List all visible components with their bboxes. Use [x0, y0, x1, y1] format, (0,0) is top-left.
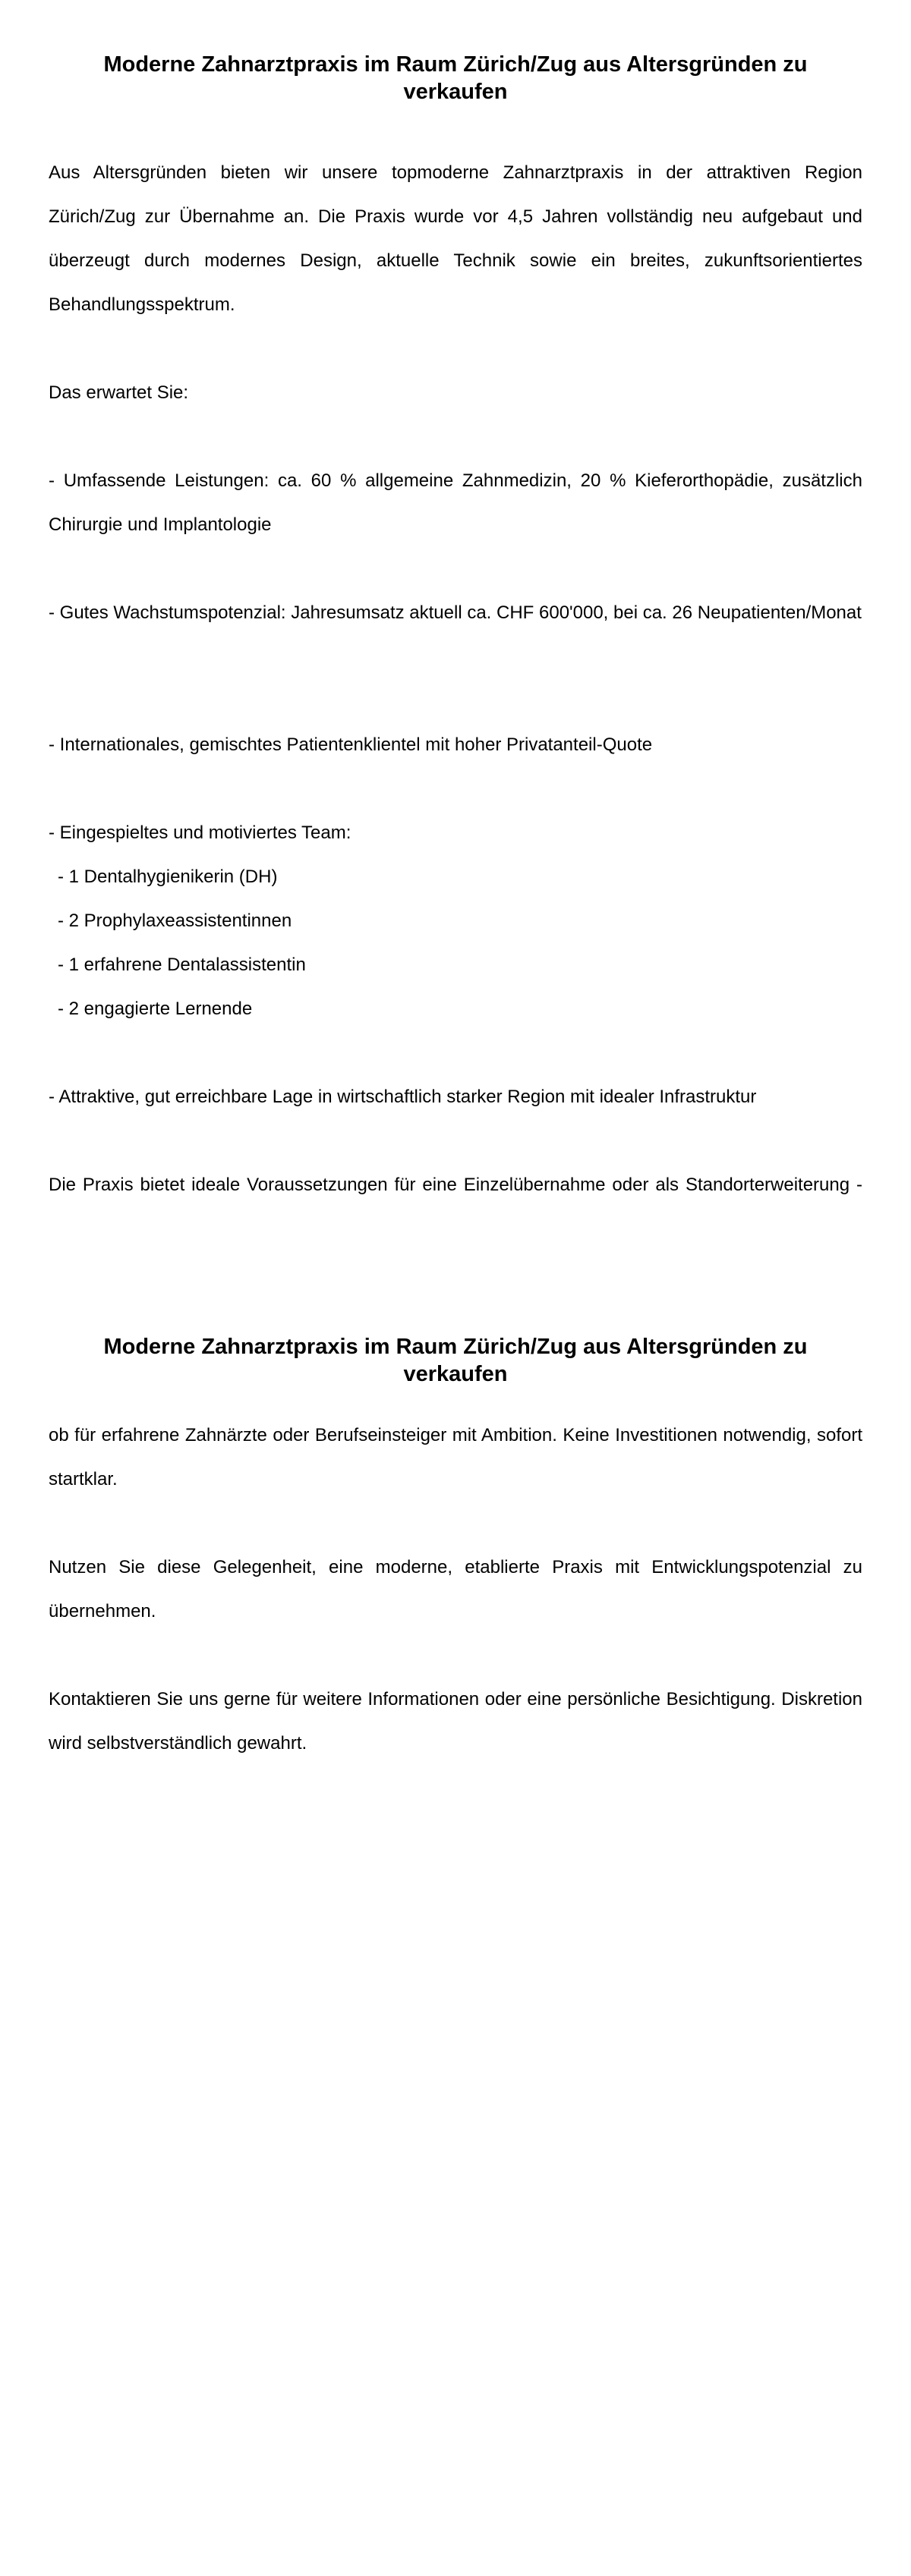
closing-paragraph-start: Die Praxis bietet ideale Voraussetzungen für eine Einzelübernahme oder als Standorterweiterung - — [49, 1175, 862, 1195]
services-item: - Umfassende Leistungen: ca. 60 % allgemeine Zahnmedizin, 20 % Kieferorthopädie, zusätzlich Chirurgie und Implantologie — [49, 470, 862, 535]
document-page-2 — [0, 1282, 911, 2576]
clientele-item: - Internationales, gemischtes Patientenklientel mit hoher Privatanteil-Quote — [49, 734, 653, 755]
document-page-1 — [0, 0, 911, 1282]
closing-paragraph-continued: ob für erfahrene Zahnärzte oder Berufseinsteiger mit Ambition. Keine Investitionen notwendig, sofort startklar. — [49, 1425, 862, 1489]
intro-paragraph: Aus Altersgründen bieten wir unsere topmoderne Zahnarztpraxis in der attraktiven Region Zürich/Zug zur Übernahme an. Die Praxis wurde vor 4,5 Jahren vollständig neu aufgebaut und überzeugt durch modernes Design, aktuelle Technik sowie ein breites, zukunftsorientiertes Behandlungsspektrum. — [49, 162, 862, 315]
team-member-item: - 1 erfahrene Dentalassistentin — [58, 955, 306, 975]
expectations-heading: Das erwartet Sie: — [49, 382, 189, 403]
team-member-item: - 2 Prophylaxeassistentinnen — [58, 911, 292, 931]
location-item: - Attraktive, gut erreichbare Lage in wirtschaftlich starker Region mit idealer Infrastruktur — [49, 1087, 757, 1107]
page-title: Moderne Zahnarztpraxis im Raum Zürich/Zug aus Altersgründen zu verkaufen — [103, 52, 808, 104]
page-title: Moderne Zahnarztpraxis im Raum Zürich/Zug aus Altersgründen zu verkaufen — [103, 1335, 808, 1386]
team-member-item: - 1 Dentalhygienikerin (DH) — [58, 867, 278, 887]
contact-paragraph: Kontaktieren Sie uns gerne für weitere Informationen oder eine persönliche Besichtigung. Diskretion wird selbstverständlich gewahrt. — [49, 1689, 862, 1754]
team-heading: - Eingespieltes und motiviertes Team: — [49, 822, 351, 843]
team-member-item: - 2 engagierte Lernende — [58, 999, 253, 1019]
growth-item: - Gutes Wachstumspotenzial: Jahresumsatz aktuell ca. CHF 600'000, bei ca. 26 Neupatienten/Monat — [49, 602, 862, 623]
opportunity-paragraph: Nutzen Sie diese Gelegenheit, eine moderne, etablierte Praxis mit Entwicklungspotenzial zu übernehmen. — [49, 1557, 862, 1621]
